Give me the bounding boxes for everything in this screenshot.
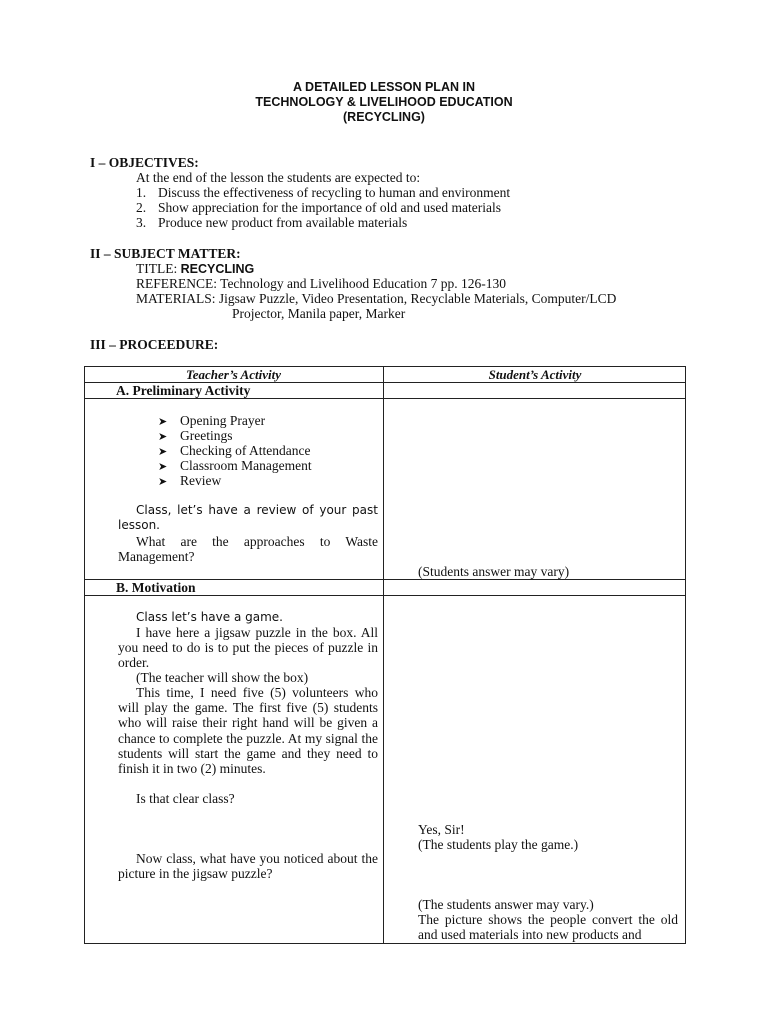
list-item-label: Review — [180, 473, 222, 488]
objective-number: 2. — [136, 200, 147, 215]
teacher-motivation-text: Now class, what have you noticed about the picture in the jigsaw puzzle? — [118, 851, 378, 882]
list-item-label: Classroom Management — [180, 458, 312, 473]
arrow-bullet-icon: ➤ — [158, 416, 168, 428]
objectives-intro: At the end of the lesson the students are expected to: — [136, 170, 421, 185]
teacher-motivation-text: (The teacher will show the box) — [136, 670, 309, 685]
section-motivation-heading: B. Motivation — [116, 580, 196, 595]
subject-title — [136, 261, 254, 277]
subject-materials-line1: MATERIALS: Jigsaw Puzzle, Video Presentation, Recyclable Materials, Computer/LCD — [136, 291, 617, 306]
objective-number: 1. — [136, 185, 147, 200]
list-item-label: Checking of Attendance — [180, 443, 311, 458]
list-item — [158, 413, 265, 429]
subject-materials-line2: Projector, Manila paper, Marker — [232, 306, 406, 321]
arrow-bullet-icon: ➤ — [158, 431, 168, 443]
subject-title-label: TITLE: — [136, 261, 181, 276]
table-column-divider — [383, 366, 384, 944]
objective-item: Discuss the effectiveness of recycling to human and environment — [158, 185, 511, 200]
doc-title-line3: (RECYCLING) — [343, 110, 425, 124]
teacher-review-question: What are the approaches to Waste Management? — [118, 534, 378, 565]
student-response-text: The picture shows the people convert the old and used materials into new products and — [418, 912, 678, 943]
student-response: Yes, Sir! — [418, 822, 465, 837]
objective-item: Produce new product from available materials — [158, 215, 408, 230]
list-item — [158, 443, 310, 459]
list-item — [158, 428, 232, 444]
teacher-motivation-text: Is that clear class? — [136, 791, 235, 806]
col-header-teacher: Teacher’s Activity — [186, 367, 281, 382]
arrow-bullet-icon: ➤ — [158, 461, 168, 473]
list-item-label: Opening Prayer — [180, 413, 266, 428]
student-answer: (Students answer may vary) — [418, 564, 570, 579]
student-response: (The students answer may vary.) — [418, 897, 594, 912]
teacher-review-text: Class, let’s have a review of your past lesson. — [118, 503, 378, 533]
student-response — [418, 912, 678, 942]
arrow-bullet-icon: ➤ — [158, 446, 168, 458]
list-item-label: Greetings — [180, 428, 233, 443]
objective-number: 3. — [136, 215, 147, 230]
objective-item: Show appreciation for the importance of old and used materials — [158, 200, 502, 215]
doc-title-line1: A DETAILED LESSON PLAN IN — [293, 80, 475, 94]
student-response: (The students play the game.) — [418, 837, 579, 852]
list-item — [158, 458, 312, 474]
doc-title-line2: TECHNOLOGY & LIVELIHOOD EDUCATION — [255, 95, 513, 109]
col-header-student: Student’s Activity — [488, 367, 582, 382]
teacher-motivation-text: Class let’s have a game. — [136, 610, 283, 624]
subject-title-value: RECYCLING — [180, 262, 255, 276]
subject-matter-heading: II – SUBJECT MATTER: — [90, 246, 241, 261]
section-preliminary-heading: A. Preliminary Activity — [116, 383, 251, 398]
list-item — [158, 473, 221, 489]
objectives-heading: I – OBJECTIVES: — [90, 155, 199, 170]
teacher-motivation-text: I have here a jigsaw puzzle in the box. All you need to do is to put the pieces of puzzle in order. — [118, 625, 378, 671]
procedure-heading: III – PROCEEDURE: — [90, 337, 219, 352]
subject-reference: REFERENCE: Technology and Livelihood Education 7 pp. 126-130 — [136, 276, 507, 291]
arrow-bullet-icon: ➤ — [158, 476, 168, 488]
teacher-motivation-text: This time, I need five (5) volunteers who will play the game. The first five (5) students who will raise their right hand will be given a chance to complete the puzzle. At my signal the students will start the game and they need to finish it in two (2) minutes. — [118, 685, 378, 777]
